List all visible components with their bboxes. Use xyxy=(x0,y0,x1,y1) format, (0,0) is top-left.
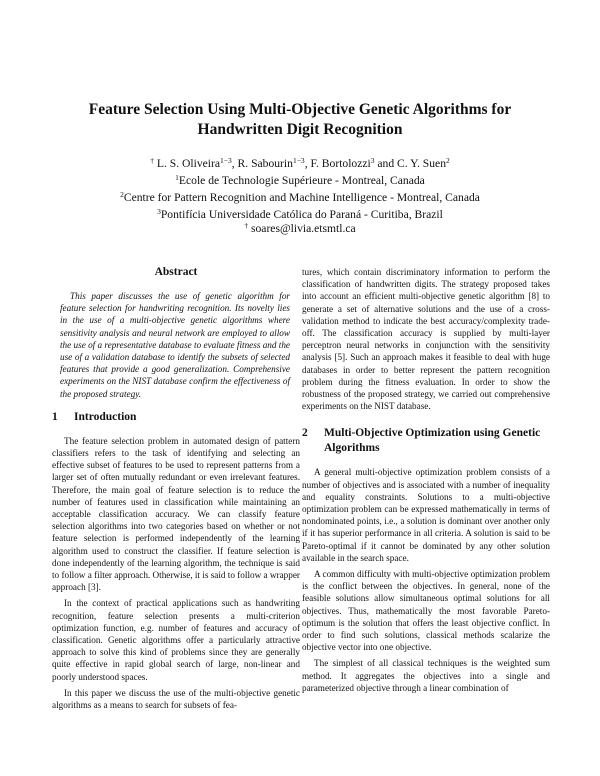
body-paragraph: A common difficulty with multi-objective optimization problem is the conflict between the objectives. In general, none of the feasible solutions allow simultaneous optimal solutions for all objectives. Thus, mathematically the most favorable Pareto-optimum is the solution that offers the least objective conflict. In order to find such solutions, classical methods scalarize the objective vector into one objective. xyxy=(302,569,550,653)
body-paragraph: The feature selection problem in automated design of pattern classifiers refers to the task of identifying and selecting an effective subset of features to be used to represent patterns from a larger set of often mutually redundant or even irrelevant features. Therefore, the main goal of feature selection is to reduce the number of features used in classification while maintaining an acceptable classification accuracy. We can classify feature selection algorithms into two categories based on whether or not feature selection is performed independently of the learning algorithm used to construct the classifier. If feature selection is done independently of the learning algorithm, the technique is said to follow a filter approach. Otherwise, it is said to follow a wrapper approach [3]. xyxy=(52,435,300,593)
body-paragraph: The simplest of all classical techniques is the weighted sum method. It aggregates the objectives into a single and parameterized objective through a linear combination of xyxy=(302,658,550,693)
affiliation-2 xyxy=(50,189,550,206)
author-sup: 1−3 xyxy=(292,156,305,165)
paper-title: Feature Selection Using Multi-Objective Genetic Algorithms for Handwritten Digit Recognition xyxy=(88,101,512,138)
abstract-text: This paper discusses the use of genetic algorithm for feature selection for handwriting recognition. Its novelty lies in the use of a multi-objective genetic algorithms where sensitivity analysis and neural network are employed to allow the use of a representative database to evaluate fitness and the use of a validation database to identify the subsets of selected features that provide a good generalization. Comprehensive experiments on the NIST database confirm the effectiveness of the proposed strategy. xyxy=(60,291,290,399)
affiliation-1 xyxy=(50,172,550,189)
abstract-heading: Abstract xyxy=(154,266,198,278)
affiliation-text: Ecole de Technologie Supérieure - Montreal, Canada xyxy=(178,174,425,187)
author-block xyxy=(50,155,550,223)
author-oliveira: L. S. Oliveira xyxy=(156,157,221,170)
body-paragraph: In the context of practical applications such as handwriting recognition, feature selection presents a multi-criterion optimization function, e.g. number of features and accuracy of classification. Genetic algorithms offer a particularly attractive approach to solve this kind of problems since they are generally quite effective in rapid global search of large, non-linear and poorly understood spaces. xyxy=(52,598,300,682)
dagger-mark: † xyxy=(244,221,249,230)
author-email[interactable]: soares@livia.etsmtl.ca xyxy=(250,222,356,235)
left-column xyxy=(52,266,300,711)
section-number: 1 xyxy=(52,410,58,423)
affiliation-3 xyxy=(50,206,550,223)
right-column xyxy=(302,266,550,694)
author-bortolozzi: , F. Bortolozzi xyxy=(304,157,371,170)
affiliation-sup: 2 xyxy=(120,190,124,199)
affiliation-sup: 3 xyxy=(157,207,161,216)
section-heading-introduction xyxy=(52,410,300,425)
author-sup: 2 xyxy=(446,156,450,165)
author-sabourin: , R. Sabourin xyxy=(231,157,293,170)
email-line xyxy=(50,222,550,235)
section-title: Introduction xyxy=(74,410,137,423)
section-heading-multi-objective xyxy=(302,426,550,456)
author-sup: 3 xyxy=(370,156,375,165)
affiliation-text: Centre for Pattern Recognition and Machine Intelligence - Montreal, Canada xyxy=(123,191,480,204)
body-paragraph: A general multi-objective optimization problem consists of a number of objectives and is associated with a number of inequality and equality constraints. Solutions to a multi-objective optimization problem can be expressed mathematically in terms of nondominated points, i.e., a solution is dominant over another only if it has superior performance in all criteria. A solution is said to be Pareto-optimal if it cannot be dominated by any other solution available in the search space. xyxy=(302,467,550,563)
author-suen: and C. Y. Suen xyxy=(374,157,446,170)
body-paragraph-continued: tures, which contain discriminatory information to perform the classification of handwritten digits. The strategy proposed takes into account an efficient multi-objective genetic algorithm [8] to generate a set of alternative solutions and the use of a cross-validation method to indicate the best accuracy/complexity trade-off. The classification accuracy is supplied by multi-layer perceptron neural networks in conjunction with the sensitivity analysis [5]. Such an approach makes it feasible to deal with huge databases in order to better represent the pattern recognition problem during the fitness evaluation. In order to show the robustness of the proposed strategy, we carried out comprehensive experiments on the NIST database. xyxy=(302,267,550,412)
section-title: Multi-Objective Optimization using Genetic Algorithms xyxy=(324,427,541,455)
author-list xyxy=(50,155,550,172)
section-number: 2 xyxy=(302,427,308,440)
author-sup: 1−3 xyxy=(220,156,232,165)
affiliation-sup: 1 xyxy=(175,173,179,182)
dagger-mark: † xyxy=(150,156,154,165)
body-paragraph: In this paper we discuss the use of the multi-objective genetic algorithms as a means to search for subsets of fea- xyxy=(52,687,300,711)
affiliation-text: Pontifícia Universidade Católica do Paraná - Curitiba, Brazil xyxy=(160,208,443,221)
